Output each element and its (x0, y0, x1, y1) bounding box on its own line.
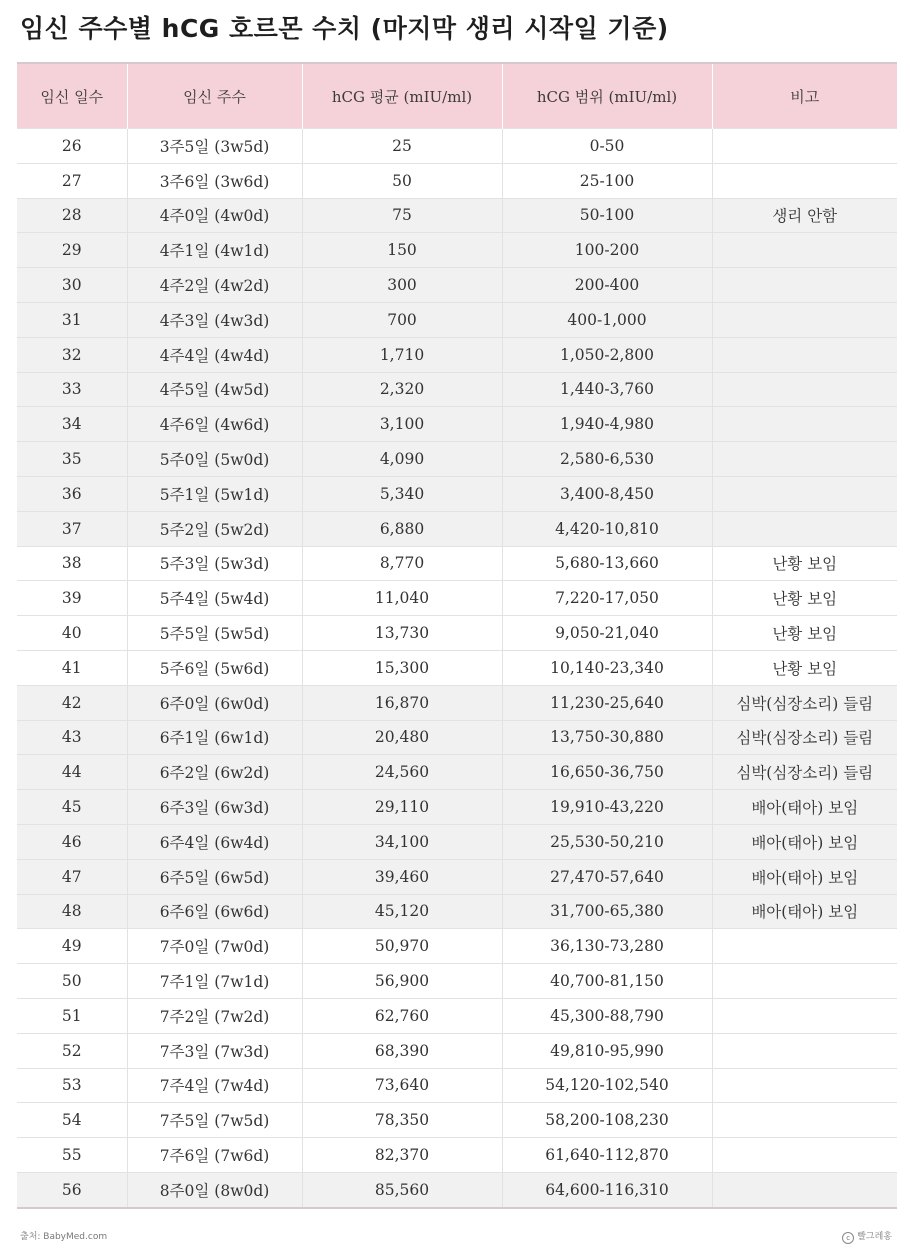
cell-hcg-range: 9,050-21,040 (502, 616, 712, 651)
table-row (17, 1103, 897, 1138)
cell-hcg-range: 4,420-10,810 (502, 511, 712, 546)
table-row (17, 442, 897, 477)
cell-hcg-range: 31,700-65,380 (502, 894, 712, 929)
cell-hcg-average: 2,320 (302, 372, 502, 407)
cell-day: 26 (17, 129, 127, 164)
table-row (17, 511, 897, 546)
cell-week: 4주0일 (4w0d) (127, 198, 302, 233)
cell-hcg-average: 13,730 (302, 616, 502, 651)
cell-week: 6주1일 (6w1d) (127, 720, 302, 755)
cell-hcg-average: 25 (302, 129, 502, 164)
cell-day: 39 (17, 581, 127, 616)
cell-hcg-average: 6,880 (302, 511, 502, 546)
cell-hcg-average: 20,480 (302, 720, 502, 755)
author-credit-text: 빨그레홍 (857, 1232, 892, 1242)
cell-hcg-average: 5,340 (302, 476, 502, 511)
cell-hcg-average: 24,560 (302, 755, 502, 790)
table-header (17, 63, 897, 129)
cell-note (712, 129, 897, 164)
cell-day: 56 (17, 1172, 127, 1207)
cell-hcg-average: 39,460 (302, 859, 502, 894)
cell-day: 53 (17, 1068, 127, 1103)
table-row (17, 233, 897, 268)
cell-hcg-average: 56,900 (302, 964, 502, 999)
cell-week: 6주3일 (6w3d) (127, 790, 302, 825)
cell-note (712, 964, 897, 999)
cell-hcg-range: 10,140-23,340 (502, 650, 712, 685)
cell-week: 4주6일 (4w6d) (127, 407, 302, 442)
cell-hcg-average: 34,100 (302, 824, 502, 859)
cell-hcg-average: 82,370 (302, 1138, 502, 1173)
table-row (17, 198, 897, 233)
table-row (17, 1172, 897, 1207)
table-row (17, 476, 897, 511)
table-row (17, 929, 897, 964)
cell-day: 40 (17, 616, 127, 651)
cell-day: 49 (17, 929, 127, 964)
cell-hcg-range: 64,600-116,310 (502, 1172, 712, 1207)
column-header-week: 임신 주수 (127, 63, 302, 129)
cell-hcg-average: 62,760 (302, 998, 502, 1033)
cell-hcg-average: 3,100 (302, 407, 502, 442)
cell-week: 6주4일 (6w4d) (127, 824, 302, 859)
table-row (17, 1068, 897, 1103)
cell-hcg-range: 1,940-4,980 (502, 407, 712, 442)
cell-hcg-range: 200-400 (502, 268, 712, 303)
cell-day: 27 (17, 163, 127, 198)
cell-week: 6주5일 (6w5d) (127, 859, 302, 894)
table-row (17, 163, 897, 198)
cell-day: 31 (17, 302, 127, 337)
cell-week: 7주1일 (7w1d) (127, 964, 302, 999)
cell-hcg-average: 300 (302, 268, 502, 303)
cell-day: 55 (17, 1138, 127, 1173)
cell-week: 6주6일 (6w6d) (127, 894, 302, 929)
hcg-table-container (17, 62, 897, 1209)
cell-week: 5주1일 (5w1d) (127, 476, 302, 511)
cell-hcg-average: 16,870 (302, 685, 502, 720)
cell-hcg-range: 45,300-88,790 (502, 998, 712, 1033)
cell-week: 8주0일 (8w0d) (127, 1172, 302, 1207)
cell-week: 5주4일 (5w4d) (127, 581, 302, 616)
cell-hcg-average: 68,390 (302, 1033, 502, 1068)
cell-note (712, 442, 897, 477)
page-title: 임신 주수별 hCG 호르몬 수치 (마지막 생리 시작일 기준) (20, 14, 669, 43)
cell-hcg-range: 27,470-57,640 (502, 859, 712, 894)
cell-week: 7주0일 (7w0d) (127, 929, 302, 964)
cell-week: 4주5일 (4w5d) (127, 372, 302, 407)
table-row (17, 685, 897, 720)
source-credit: 출처: BabyMed.com (20, 1232, 108, 1242)
cell-hcg-average: 4,090 (302, 442, 502, 477)
column-header-day: 임신 일수 (17, 63, 127, 129)
cell-note (712, 929, 897, 964)
cell-note (712, 372, 897, 407)
cell-hcg-range: 54,120-102,540 (502, 1068, 712, 1103)
table-row (17, 268, 897, 303)
cell-hcg-average: 1,710 (302, 337, 502, 372)
cell-day: 38 (17, 546, 127, 581)
cell-note: 배아(태아) 보임 (712, 894, 897, 929)
cell-day: 44 (17, 755, 127, 790)
table-row (17, 998, 897, 1033)
cell-day: 37 (17, 511, 127, 546)
cell-day: 32 (17, 337, 127, 372)
cell-hcg-range: 25,530-50,210 (502, 824, 712, 859)
cell-day: 48 (17, 894, 127, 929)
table-row (17, 650, 897, 685)
cell-week: 5주0일 (5w0d) (127, 442, 302, 477)
cell-note (712, 163, 897, 198)
cell-note (712, 337, 897, 372)
cell-day: 47 (17, 859, 127, 894)
cell-note: 난황 보임 (712, 546, 897, 581)
cell-week: 7주5일 (7w5d) (127, 1103, 302, 1138)
table-row (17, 859, 897, 894)
cell-hcg-range: 40,700-81,150 (502, 964, 712, 999)
table-row (17, 581, 897, 616)
cell-day: 36 (17, 476, 127, 511)
cell-note: 심박(심장소리) 들림 (712, 685, 897, 720)
table-row (17, 407, 897, 442)
cell-hcg-range: 19,910-43,220 (502, 790, 712, 825)
cell-hcg-range: 36,130-73,280 (502, 929, 712, 964)
cell-week: 4주3일 (4w3d) (127, 302, 302, 337)
cell-hcg-range: 61,640-112,870 (502, 1138, 712, 1173)
cell-note: 난황 보임 (712, 650, 897, 685)
table-row (17, 616, 897, 651)
cell-week: 5주6일 (5w6d) (127, 650, 302, 685)
cell-hcg-range: 1,440-3,760 (502, 372, 712, 407)
cell-hcg-range: 0-50 (502, 129, 712, 164)
cell-hcg-range: 100-200 (502, 233, 712, 268)
cell-hcg-average: 85,560 (302, 1172, 502, 1207)
cell-week: 5주3일 (5w3d) (127, 546, 302, 581)
cell-note (712, 268, 897, 303)
cell-day: 33 (17, 372, 127, 407)
table-row (17, 720, 897, 755)
cell-note (712, 1138, 897, 1173)
cell-note (712, 476, 897, 511)
table-row (17, 1138, 897, 1173)
cell-day: 29 (17, 233, 127, 268)
cell-hcg-range: 400-1,000 (502, 302, 712, 337)
cell-day: 43 (17, 720, 127, 755)
cell-hcg-range: 3,400-8,450 (502, 476, 712, 511)
cell-hcg-average: 50 (302, 163, 502, 198)
author-credit (842, 1229, 892, 1244)
cell-note (712, 1103, 897, 1138)
cell-day: 35 (17, 442, 127, 477)
copyright-icon: c (842, 1232, 854, 1244)
cell-day: 28 (17, 198, 127, 233)
cell-week: 6주2일 (6w2d) (127, 755, 302, 790)
cell-week: 5주5일 (5w5d) (127, 616, 302, 651)
cell-hcg-range: 25-100 (502, 163, 712, 198)
table-row (17, 964, 897, 999)
table-row (17, 302, 897, 337)
cell-week: 5주2일 (5w2d) (127, 511, 302, 546)
column-header-hcg-range: hCG 범위 (mIU/ml) (502, 63, 712, 129)
cell-hcg-average: 15,300 (302, 650, 502, 685)
table-header-row (17, 63, 897, 129)
cell-hcg-average: 8,770 (302, 546, 502, 581)
cell-hcg-average: 50,970 (302, 929, 502, 964)
table-row (17, 1033, 897, 1068)
table-row (17, 790, 897, 825)
table-row (17, 894, 897, 929)
hcg-table (17, 62, 897, 1209)
cell-hcg-range: 13,750-30,880 (502, 720, 712, 755)
cell-note: 난황 보임 (712, 616, 897, 651)
cell-week: 7주3일 (7w3d) (127, 1033, 302, 1068)
cell-week: 3주5일 (3w5d) (127, 129, 302, 164)
cell-day: 51 (17, 998, 127, 1033)
cell-note (712, 302, 897, 337)
cell-week: 7주6일 (7w6d) (127, 1138, 302, 1173)
cell-day: 30 (17, 268, 127, 303)
table-body (17, 129, 897, 1208)
cell-note: 배아(태아) 보임 (712, 824, 897, 859)
cell-note: 배아(태아) 보임 (712, 790, 897, 825)
cell-day: 41 (17, 650, 127, 685)
cell-hcg-average: 150 (302, 233, 502, 268)
cell-note (712, 511, 897, 546)
cell-note (712, 1068, 897, 1103)
table-row (17, 546, 897, 581)
cell-day: 54 (17, 1103, 127, 1138)
column-header-hcg-average: hCG 평균 (mIU/ml) (302, 63, 502, 129)
cell-hcg-range: 5,680-13,660 (502, 546, 712, 581)
cell-note (712, 1172, 897, 1207)
table-row (17, 372, 897, 407)
cell-note: 난황 보임 (712, 581, 897, 616)
table-row (17, 824, 897, 859)
cell-week: 4주2일 (4w2d) (127, 268, 302, 303)
table-row (17, 129, 897, 164)
cell-hcg-range: 7,220-17,050 (502, 581, 712, 616)
table-row (17, 755, 897, 790)
cell-note (712, 233, 897, 268)
cell-day: 42 (17, 685, 127, 720)
cell-note: 배아(태아) 보임 (712, 859, 897, 894)
cell-hcg-range: 16,650-36,750 (502, 755, 712, 790)
cell-week: 7주2일 (7w2d) (127, 998, 302, 1033)
cell-hcg-average: 45,120 (302, 894, 502, 929)
cell-hcg-average: 29,110 (302, 790, 502, 825)
cell-hcg-range: 49,810-95,990 (502, 1033, 712, 1068)
cell-week: 6주0일 (6w0d) (127, 685, 302, 720)
cell-day: 46 (17, 824, 127, 859)
cell-hcg-average: 11,040 (302, 581, 502, 616)
cell-day: 50 (17, 964, 127, 999)
cell-note: 심박(심장소리) 들림 (712, 720, 897, 755)
cell-note (712, 407, 897, 442)
cell-day: 45 (17, 790, 127, 825)
cell-hcg-range: 1,050-2,800 (502, 337, 712, 372)
cell-day: 52 (17, 1033, 127, 1068)
cell-hcg-average: 78,350 (302, 1103, 502, 1138)
cell-note: 심박(심장소리) 들림 (712, 755, 897, 790)
cell-week: 4주1일 (4w1d) (127, 233, 302, 268)
cell-day: 34 (17, 407, 127, 442)
cell-hcg-average: 73,640 (302, 1068, 502, 1103)
cell-hcg-range: 11,230-25,640 (502, 685, 712, 720)
cell-week: 4주4일 (4w4d) (127, 337, 302, 372)
cell-hcg-average: 700 (302, 302, 502, 337)
cell-week: 7주4일 (7w4d) (127, 1068, 302, 1103)
table-row (17, 337, 897, 372)
cell-hcg-range: 58,200-108,230 (502, 1103, 712, 1138)
cell-note (712, 998, 897, 1033)
cell-hcg-range: 2,580-6,530 (502, 442, 712, 477)
column-header-note: 비고 (712, 63, 897, 129)
cell-hcg-range: 50-100 (502, 198, 712, 233)
cell-week: 3주6일 (3w6d) (127, 163, 302, 198)
cell-hcg-average: 75 (302, 198, 502, 233)
cell-note (712, 1033, 897, 1068)
cell-note: 생리 안함 (712, 198, 897, 233)
